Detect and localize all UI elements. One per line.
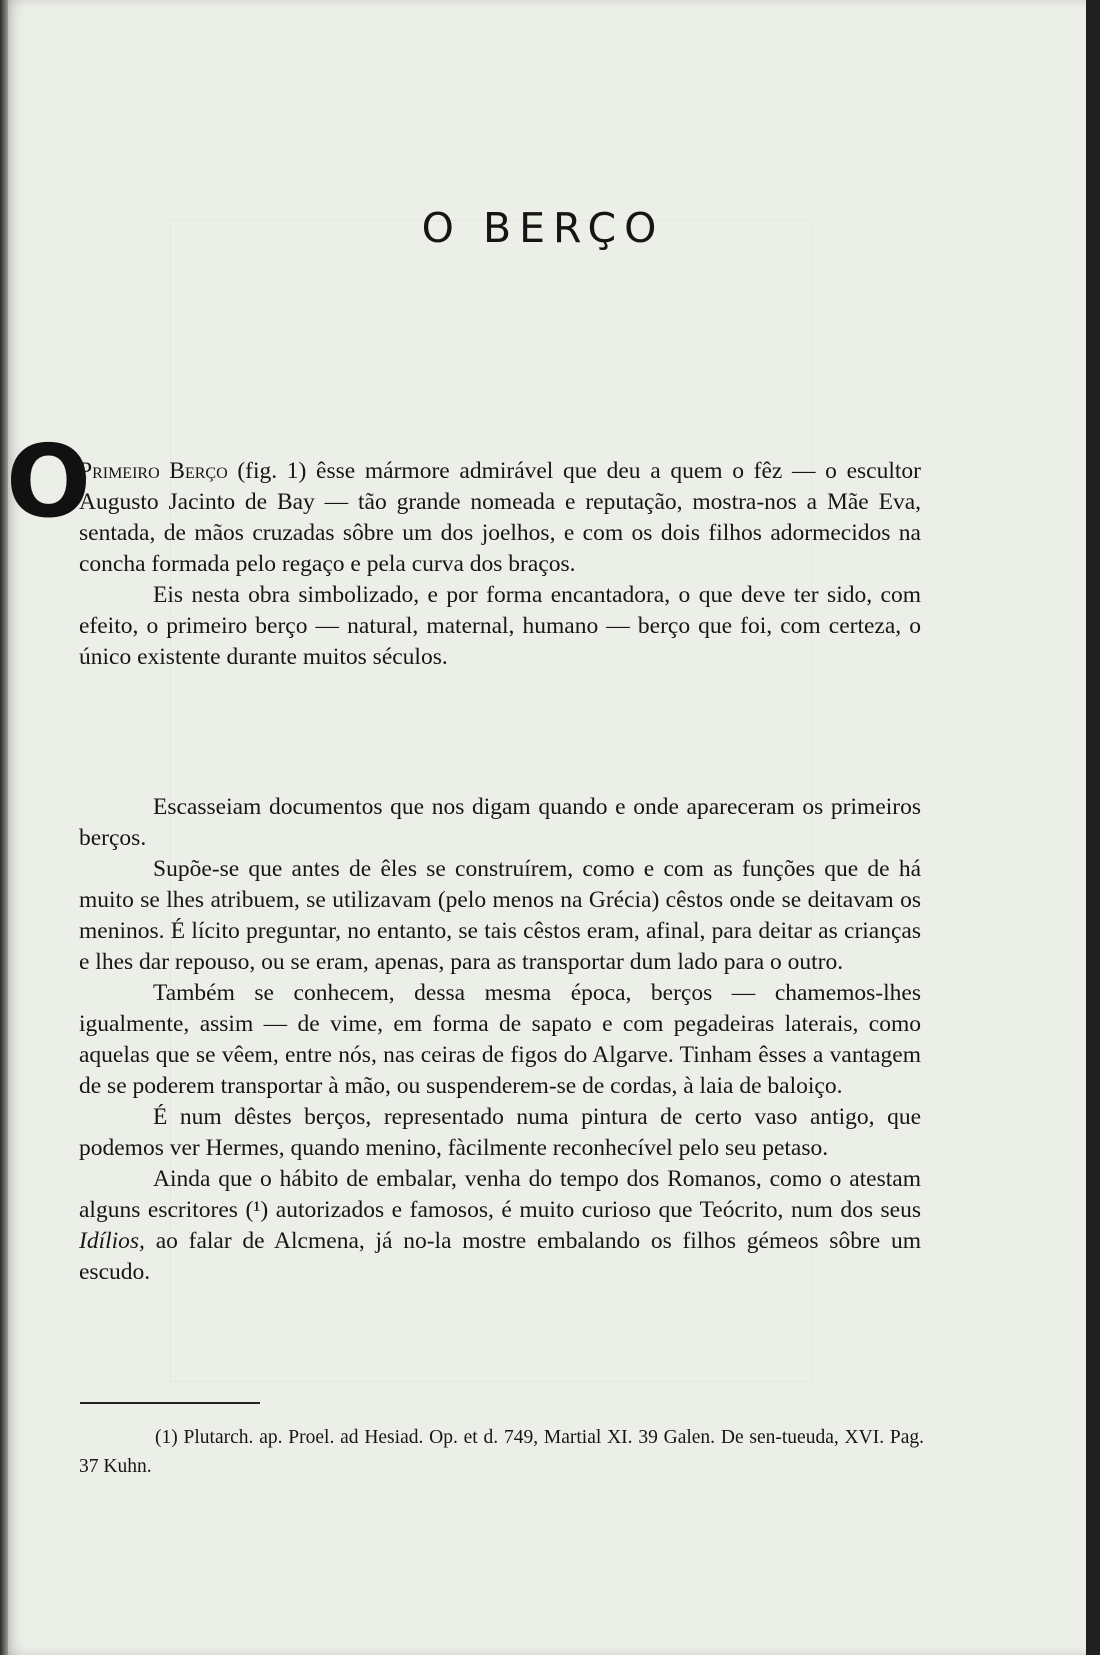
paragraph-5: Também se conhecem, dessa mesma época, berços — chamemos-lhes igualmente, assim — de vime, em forma de sapato e com pegadeiras laterais, como aquelas que se vêem, entre nós, nas ceiras de figos do Algarve. Tinham êsses a vantagem de se poderem transportar à mão, ou suspenderem-se de cordas, à laia de baloiço. <box>79 980 921 1099</box>
text-block-1 <box>79 456 921 673</box>
paragraph-6: É num dêstes berços, representado numa pintura de certo vaso antigo, que podemos ver Hermes, quando menino, fàcilmente reconhecível pelo seu petaso. <box>79 1104 921 1161</box>
paragraph-7-a: Ainda que o hábito de embalar, venha do tempo dos Romanos, como o atestam alguns escritores (¹) autorizados e famosos, é muito curioso que Teócrito, num dos seus <box>79 1166 921 1223</box>
paragraph-1-body: (fig. 1) êsse mármore admirável que deu a quem o fêz — o escultor Augusto Jacinto de Bay — tão grande nomeada e reputação, mostra-nos a Mãe Eva, sentada, de mãos cruzadas sôbre um dos joelhos, e com os dois filhos adormecidos na concha formada pelo regaço e pela curva dos braços. <box>79 458 921 577</box>
paragraph-4: Supõe-se que antes de êles se construírem, como e com as funções que de há muito se lhes atribuem, se utilizavam (pelo menos na Grécia) cêstos onde se deitavam os meninos. É lícito preguntar, no entanto, se tais cêstos eram, afinal, para deitar as crianças e lhes dar repouso, ou se eram, apenas, para as transportar dum lado para o outro. <box>79 856 921 975</box>
drop-cap: O <box>6 423 92 540</box>
right-edge <box>1086 0 1100 1655</box>
paragraph-7-italic: Idílios, <box>79 1228 145 1254</box>
paragraph-1-lead: Primeiro Berço <box>79 458 228 484</box>
chapter-title: O BERÇO <box>421 204 665 252</box>
footnote-text: (1) Plutarch. ap. Proel. ad Hesiad. Op. et d. 749, Martial XI. 39 Galen. De sen-tueuda, XVI. Pag. 37 Kuhn. <box>79 1427 924 1477</box>
footnote-rule <box>80 1402 260 1404</box>
paragraph-7 <box>79 1164 921 1288</box>
paragraph-1 <box>79 456 921 580</box>
paragraph-2: Eis nesta obra simbolizado, e por forma encantadora, o que deve ter sido, com efeito, o primeiro berço — natural, maternal, humano — berço que foi, com certeza, o único existente durante muitos séculos. <box>79 582 921 670</box>
paragraph-7-b: ao falar de Alcmena, já no-la mostre embalando os filhos gémeos sôbre um escudo. <box>79 1228 921 1285</box>
footnote <box>79 1423 924 1481</box>
paragraph-3: Escasseiam documentos que nos digam quando e onde apareceram os primeiros berços. <box>79 794 921 851</box>
text-block-2 <box>79 792 921 1288</box>
